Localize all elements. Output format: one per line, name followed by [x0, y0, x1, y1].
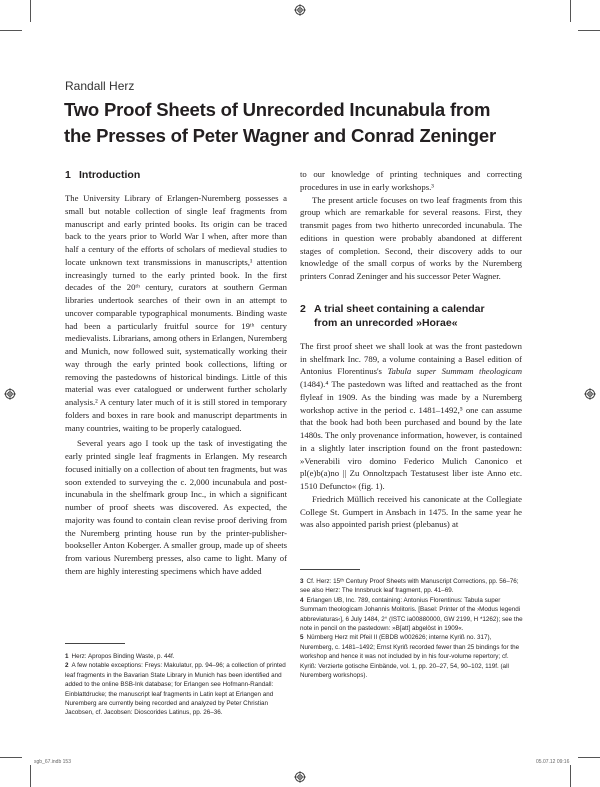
section-number: 1: [65, 169, 71, 181]
crop-mark: [0, 30, 22, 31]
title-line-2: the Presses of Peter Wagner and Conrad Zeninger: [64, 125, 496, 146]
title-line-1: Two Proof Sheets of Unrecorded Incunabula from: [64, 99, 491, 120]
registration-mark-top: [294, 4, 306, 16]
paragraph: Several years ago I took up the task of investigating the early printed single leaf fragments in Erlangen. My research focused initially on a collection of about ten fragments, but was soon extended to surveying the c. 2,000 incunabula and post-incunabula in the shelfmark group Inc., in which a significant number of proof sheets was discovered. As expected, the majority was found to contain clean revise proof deriving from the Nuremberg printing house run by the printer-publisher-bookseller Anton Koberger. A smaller group, made up of sheets from various Nuremberg presses, also came to light. Many of them are highly interesting specimens which have added: [65, 438, 287, 576]
author-name: Randall Herz: [65, 79, 135, 93]
slug-right: 05.07.12 09:16: [536, 759, 570, 765]
crop-mark: [0, 757, 22, 758]
section-title-line-2: from an unrecorded »Horae«: [314, 316, 458, 329]
section-number: 2: [300, 302, 306, 315]
paragraph: The present article focuses on two leaf fragments from this group which are remarkable for several reasons. First, they transmit pages from two hitherto unrecorded incunabula. The editions in question were probably abandoned at different stages of completion. Second, their discovery adds to our knowledge of the small corpus of works by the Nuremberg printers Conrad Zeninger and his successor Peter Wagner.: [300, 194, 522, 281]
left-column: [65, 168, 287, 578]
registration-mark-left: [4, 388, 16, 400]
footnote-rule: [300, 569, 360, 570]
paragraph: Friedrich Müllich received his canonicate at the Collegiate College St. Gumpert in Ansbach in 1475. In the same year he was also appointed parish priest (plebanus) at: [300, 493, 522, 530]
registration-mark-right: [584, 388, 596, 400]
footnote-rule: [65, 643, 125, 644]
crop-mark: [578, 30, 600, 31]
footnote: 4 Erlangen UB, Inc. 789, containing: Antonius Florentinus: Tabula super Summam theologicam Johannis Molitoris. [Basel: Printer of the ›Modus legendi abbreviaturas‹], 6 July 1484, 2° (ISTC ia00880000, GW 2199, H *1262); see the note in pencil on the pastedown: »B[att] abgelöst in 1909«.: [300, 596, 523, 633]
section-2-heading: [300, 302, 522, 330]
footnotes-right: [300, 577, 526, 680]
footnote: 2 A few notable exceptions: Freys: Makulatur, pp. 94–96; a collection of printed leaf fragments in the Bavarian State Library in Munich has been identified and added to the online BSB-Ink database; for Erlangen see Hofmann-Randall: Einblattdrucke; the manuscript leaf fragments in Latin kept at Erlangen and Nuremberg are currently being recorded and analyzed by Peter Christian Jacobsen, cf. Jacobsen: Dioscorides Latinus, pp. 26–36.: [65, 662, 286, 717]
crop-mark: [570, 0, 571, 22]
crop-mark: [570, 765, 571, 787]
crop-mark: [30, 765, 31, 787]
section-1-heading: [65, 168, 287, 182]
paragraph: to our knowledge of printing techniques and correcting procedures in use in early workshops.³: [300, 169, 522, 192]
registration-mark-bottom: [294, 771, 306, 783]
crop-mark: [578, 757, 600, 758]
crop-mark: [30, 0, 31, 22]
paragraph: The first proof sheet we shall look at was the front pastedown in shelfmark Inc. 789, a volume containing a Basel edition of Antonius Florentinus's Tabula super Summam theologicam (1484).⁴ The pastedown was lifted and reattached as the front flyleaf in 1909. As the binding was made by a Nuremberg workshop active in the period c. 1481–1492,⁵ one can assume that the book had both been purchased and bound by the late 1480s. The only provenance information, however, is contained in a slightly later inscription found on the front pastedown: »Venerabili viro domino Federico Mulich Canonico et pl(e)b(a)no || Zu Onnoltzpach Testatusest liber iste Anno etc. 1510 Defuncto« (fig. 1).: [300, 340, 522, 491]
footnote: 1 Herz: Apropos Binding Waste, p. 44f.: [65, 653, 175, 660]
slug-left: sgb_67.indb 153: [34, 759, 71, 765]
right-column: [300, 168, 522, 531]
section-title: Introduction: [79, 169, 141, 181]
section-title-line-1: A trial sheet containing a calendar: [314, 302, 485, 315]
footnote: 3 Cf. Herz: 15ᵗʰ Century Proof Sheets with Manuscript Corrections, pp. 56–76; see also Herz: The Innsbruck leaf fragment, pp. 41–69.: [300, 578, 519, 595]
paragraph: The University Library of Erlangen-Nuremberg possesses a small but notable collection of single leaf fragments from manuscript and early printed books. Its origin can be traced back to the years prior to World War I when, after more than half a century of the efforts of scholars of medieval studies to locate unknown text transmissions in manuscripts,¹ attention increasingly turned to the early printed book. In the first decades of the 20ᵗʰ century, curators at southern German libraries undertook searches of their own in an attempt to uncover comparable typographical monuments. Binding waste had been a particularly fruitful source for 19ᵗʰ century medievalists. Librarians, among others in Erlangen, Nuremberg and Munich, now followed suit, systematically working their way through the early printed book collections, lifting or removing the pastedowns of historical bindings. Little of this material was ever catalogued or underwent further scholarly analysis.² A century later much of it is still stored in temporary folders and boxes in rare book and manuscript departments in many countries, waiting to be properly catalogued.: [65, 193, 287, 433]
footnotes-left: [65, 652, 291, 718]
footnote: 5 Nürnberg Herz mit Pfeil II (EBDB w002626; interne Kyriß no. 317), Nuremberg, c. 1481–1492; Ernst Kyriß recorded fewer than 25 bindings for the workshop and hence it was not included by in his four-volume repertory; cf. Kyriß: Verzierte gotische Einbände, vol. 1, pp. 20–27, 54, 90–102, 119f. (all Nuremberg workshops).: [300, 634, 520, 680]
article-title: [64, 97, 544, 149]
work-title-italic: Tabula super Summam theologicam: [387, 366, 522, 377]
